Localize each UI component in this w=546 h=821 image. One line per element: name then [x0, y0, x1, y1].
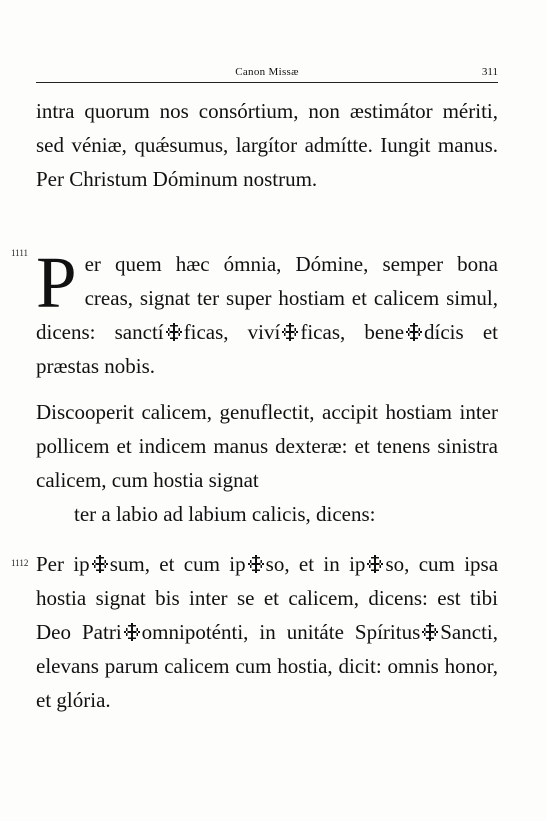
p4-text-4: so, cum ipsa hostia signat bis inter se et calicem, dicens: est tibi Deo Patri: [36, 552, 499, 644]
margin-number-1111: 1111: [11, 248, 28, 258]
p2-text-4: dícis et præstas nobis.: [36, 320, 498, 378]
p4-text-1: Per ip: [36, 552, 90, 576]
paragraph-2: [36, 242, 498, 383]
cross-icon: [247, 554, 265, 574]
cross-icon: [405, 322, 423, 342]
p4-text-6: Sancti, elevans parum calicem cum hostia, dicit: omnis honor, et glória.: [36, 620, 498, 712]
running-header: [36, 62, 498, 83]
cross-icon: [421, 622, 439, 642]
cross-icon: [281, 322, 299, 342]
running-title: Canon Missæ: [235, 66, 299, 78]
p3-text-main: Discooperit calicem, genuflectit, accipit hostiam inter pollicem et indicem manus dexteræ: et tenens sinistra calicem, cum hostia signat: [36, 400, 498, 492]
page-number: 311: [481, 66, 498, 78]
cross-icon: [366, 554, 384, 574]
paragraph-1: intra quorum nos consórtium, non æstimátor mériti, sed véniæ, quǽsumus, largítor admítte. Iungit manus. Per Christum Dóminum nostrum.: [36, 99, 498, 191]
margin-number-1112: 1112: [11, 558, 29, 568]
p2-text-3: ficas, bene: [300, 320, 405, 344]
p4-text-3: so, et in ip: [265, 552, 366, 576]
p4-text-5: omnipoténti, in unitáte Spíritus: [141, 620, 421, 644]
p2-text-1: er quem hæc ómnia, Dómine, semper bona creas, signat ter super hostiam et calicem simul, dicens: sanctí: [36, 252, 498, 344]
cross-icon: [165, 322, 183, 342]
p4-text-2: sum, et cum ip: [109, 552, 246, 576]
p2-text-2: ficas, viví: [183, 320, 281, 344]
cross-icon: [123, 622, 141, 642]
p3-text-indent: ter a labio ad labium calicis, dicens:: [74, 502, 376, 526]
paragraph-3: [36, 395, 498, 531]
paragraph-4: [36, 547, 498, 717]
cross-icon: [91, 554, 109, 574]
drop-cap: P: [36, 242, 77, 323]
